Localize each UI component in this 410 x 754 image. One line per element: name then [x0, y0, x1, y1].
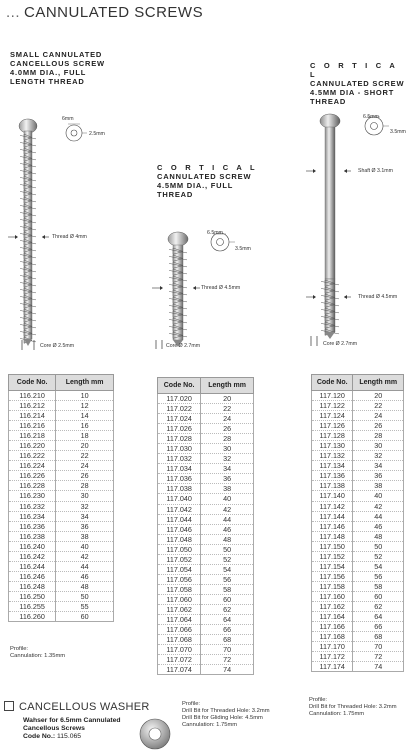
code-cell: 116.224: [9, 461, 56, 471]
code-cell: 116.238: [9, 531, 56, 541]
length-cell: 42: [353, 501, 404, 511]
table-row: [312, 461, 404, 471]
table-row: [312, 511, 404, 521]
table-row: [158, 454, 254, 464]
code-cell: 117.144: [312, 511, 353, 521]
code-cell: 116.260: [9, 612, 56, 622]
length-cell: 22: [56, 451, 114, 461]
length-cell: 26: [201, 424, 254, 434]
table-row: [158, 414, 254, 424]
table-row: [312, 491, 404, 501]
table-row: [158, 474, 254, 484]
section-3-profile: Profile: Drill Bit for Threaded Hole: 3.2mm Cannulation: 1.75mm: [309, 697, 397, 717]
table-row: [9, 471, 114, 481]
table-row: [312, 571, 404, 581]
code-cell: 117.034: [158, 464, 201, 474]
table-row: [158, 484, 254, 494]
length-cell: 64: [201, 615, 254, 625]
table-row: [158, 625, 254, 635]
table-row: [312, 541, 404, 551]
code-cell: 117.046: [158, 524, 201, 534]
title-text: CANNULATED SCREWS: [24, 4, 204, 21]
table-row: [9, 601, 114, 611]
page-title: [6, 4, 203, 21]
table-row: [158, 494, 254, 504]
length-cell: 60: [56, 612, 114, 622]
length-cell: 44: [201, 514, 254, 524]
length-cell: 36: [353, 471, 404, 481]
table-row: [158, 574, 254, 584]
code-cell: 117.038: [158, 484, 201, 494]
length-cell: 22: [353, 401, 404, 411]
table-row: [9, 591, 114, 601]
code-cell: 117.072: [158, 655, 201, 665]
length-cell: 58: [353, 581, 404, 591]
code-cell: 117.032: [158, 454, 201, 464]
code-cell: 117.040: [158, 494, 201, 504]
table-row: [9, 451, 114, 461]
code-cell: 117.128: [312, 431, 353, 441]
table-row: [9, 571, 114, 581]
length-cell: 46: [56, 571, 114, 581]
table-row: [312, 391, 404, 401]
code-cell: 117.020: [158, 394, 201, 404]
code-cell: 117.152: [312, 551, 353, 561]
section-1-code-table: Code No. Length mm 116.210 10 116.212 12 116.214 14 116.216 16 116.218 18 116.220 20 116.222 22 116.224 24 116.226 26 116.228 28 116.230 30 116.232 32 116.234 34 116.236 36 116.238 38 116.240 40 116.242 42 116.244 44 116.246 46 116.248 48 116.250 50 116.255 55 116.260 60: [8, 374, 114, 622]
table-row: [158, 554, 254, 564]
table-row: [9, 401, 114, 411]
length-cell: 42: [201, 504, 254, 514]
code-cell: 117.058: [158, 584, 201, 594]
table-row: [312, 612, 404, 622]
code-cell: 116.228: [9, 481, 56, 491]
table-row: [312, 501, 404, 511]
table-row: [312, 481, 404, 491]
title-prefix: ...: [6, 4, 21, 21]
code-cell: 116.230: [9, 491, 56, 501]
code-cell: 117.170: [312, 642, 353, 652]
screw-3-illustration: [282, 106, 410, 361]
screw-3-shaft-label: Shaft Ø 3.1mm: [358, 168, 393, 174]
length-cell: 20: [56, 441, 114, 451]
table-row: [158, 645, 254, 655]
code-cell: 116.220: [9, 441, 56, 451]
washer-code: 115.065: [56, 733, 82, 740]
table-row: [158, 544, 254, 554]
table-row: [9, 481, 114, 491]
length-cell: 24: [353, 411, 404, 421]
screw-2-head-dim-a: 6.5mm: [207, 230, 223, 236]
length-cell: 54: [201, 564, 254, 574]
length-cell: 64: [353, 612, 404, 622]
length-cell: 34: [56, 511, 114, 521]
screw-1-head-dim-b: 2.5mm: [89, 131, 105, 137]
length-cell: 30: [353, 441, 404, 451]
code-cell: 117.136: [312, 471, 353, 481]
length-cell: 44: [56, 561, 114, 571]
code-cell: 116.222: [9, 451, 56, 461]
table-row: [158, 655, 254, 665]
length-cell: 46: [353, 521, 404, 531]
table-row: [158, 514, 254, 524]
code-cell: 117.162: [312, 601, 353, 611]
code-cell: 117.042: [158, 504, 201, 514]
length-cell: 68: [353, 632, 404, 642]
length-cell: 48: [353, 531, 404, 541]
code-cell: 117.122: [312, 401, 353, 411]
length-cell: 68: [201, 635, 254, 645]
length-cell: 42: [56, 551, 114, 561]
length-cell: 28: [353, 431, 404, 441]
section-2-profile: Profile: Drill Bit for Threaded Hole: 3.2mm Drill Bit for Gliding Hole: 4.5mm Cannulation: 1.75mm: [182, 701, 270, 728]
code-cell: 117.044: [158, 514, 201, 524]
code-cell: 117.030: [158, 444, 201, 454]
code-cell: 117.048: [158, 534, 201, 544]
code-cell: 117.160: [312, 591, 353, 601]
table-row: [312, 451, 404, 461]
table-row: [158, 534, 254, 544]
code-cell: 116.226: [9, 471, 56, 481]
code-cell: 117.022: [158, 404, 201, 414]
length-cell: 56: [201, 574, 254, 584]
code-cell: 117.050: [158, 544, 201, 554]
code-cell: 116.242: [9, 551, 56, 561]
washer-ring-icon: [137, 716, 173, 752]
table-row: [158, 604, 254, 614]
length-cell: 72: [201, 655, 254, 665]
code-cell: 117.056: [158, 574, 201, 584]
section-2-title: C O R T I C A L CANNULATED SCREW 4.5MM DIA., FULL THREAD: [157, 163, 258, 199]
length-cell: 50: [56, 591, 114, 601]
code-cell: 117.150: [312, 541, 353, 551]
length-cell: 38: [56, 531, 114, 541]
table-row: [158, 424, 254, 434]
table-row: [312, 581, 404, 591]
code-cell: 117.070: [158, 645, 201, 655]
table-row: [158, 504, 254, 514]
length-cell: 40: [353, 491, 404, 501]
length-cell: 24: [56, 461, 114, 471]
length-cell: 24: [201, 414, 254, 424]
code-cell: 117.024: [158, 414, 201, 424]
code-cell: 117.026: [158, 424, 201, 434]
table-row: [312, 632, 404, 642]
code-cell: 116.218: [9, 431, 56, 441]
table-row: [158, 444, 254, 454]
table-row: [9, 411, 114, 421]
table-row: [158, 564, 254, 574]
table-row: [158, 635, 254, 645]
screw-2-thread-label: Thread Ø 4.5mm: [201, 285, 241, 291]
screw-1-head-dim-a: 6mm: [62, 116, 74, 122]
washer-description: Wahser for 6.5mm Cannulated Cancellous Screws Code No.: 115.065: [23, 717, 121, 740]
code-cell: 117.124: [312, 411, 353, 421]
screw-3-head-dim-b: 3.5mm: [390, 129, 406, 135]
screw-3-thread-label: Thread Ø 4.5mm: [358, 294, 398, 300]
table-row: [9, 441, 114, 451]
code-cell: 117.166: [312, 622, 353, 632]
length-cell: 32: [353, 451, 404, 461]
table-row: [9, 521, 114, 531]
length-cell: 22: [201, 404, 254, 414]
length-cell: 36: [201, 474, 254, 484]
code-cell: 117.132: [312, 451, 353, 461]
table-row: [158, 594, 254, 604]
length-cell: 18: [56, 431, 114, 441]
screw-2-illustration: [140, 222, 260, 362]
table-row: [9, 541, 114, 551]
table-row: [312, 431, 404, 441]
code-cell: 117.138: [312, 481, 353, 491]
code-cell: 116.210: [9, 391, 56, 401]
section-3-code-table: Code No. Length mm 117.120 20 117.122 22 117.124 24 117.126 26 117.128 28 117.130 30 117.132 32 117.134 34 117.136 36 117.138 38 117.140 40 117.142 42 117.144 44 117.146 46 117.148 48 117.150 50 117.152 52 117.154 54 117.156 56 117.158 58 117.160 60 117.162 62 117.164 64 117.166 66 117.168 68 117.170 70 117.172 72 117.174 74: [311, 374, 404, 672]
code-cell: 117.134: [312, 461, 353, 471]
table-row: [158, 665, 254, 675]
length-cell: 32: [56, 501, 114, 511]
length-cell: 52: [201, 554, 254, 564]
table-row: [158, 434, 254, 444]
code-cell: 117.074: [158, 665, 201, 675]
length-cell: 56: [353, 571, 404, 581]
code-cell: 117.142: [312, 501, 353, 511]
screw-1-core-label: Core Ø 2.5mm: [40, 343, 75, 349]
code-cell: 117.156: [312, 571, 353, 581]
table-row: [312, 531, 404, 541]
length-cell: 62: [353, 601, 404, 611]
table-row: [9, 421, 114, 431]
section-1-title: SMALL CANNULATED CANCELLOUS SCREW 4.0MM DIA., FULL LENGTH THREAD: [10, 50, 105, 86]
length-cell: 34: [201, 464, 254, 474]
length-cell: 26: [353, 421, 404, 431]
code-cell: 117.028: [158, 434, 201, 444]
table-row: [158, 584, 254, 594]
table-row: [312, 601, 404, 611]
screw-2-core-label: Core Ø 2.7mm: [166, 343, 201, 349]
code-cell: 117.064: [158, 615, 201, 625]
code-cell: 116.255: [9, 601, 56, 611]
table-row: [9, 391, 114, 401]
length-cell: 48: [201, 534, 254, 544]
code-cell: 117.154: [312, 561, 353, 571]
table-row: [312, 561, 404, 571]
code-cell: 116.246: [9, 571, 56, 581]
code-cell: 117.158: [312, 581, 353, 591]
code-cell: 117.036: [158, 474, 201, 484]
code-cell: 116.234: [9, 511, 56, 521]
length-cell: 44: [353, 511, 404, 521]
screw-1-thread-label: Thread Ø 4mm: [52, 234, 87, 240]
code-cell: 117.168: [312, 632, 353, 642]
code-cell: 116.248: [9, 581, 56, 591]
table-row: [9, 581, 114, 591]
code-cell: 116.232: [9, 501, 56, 511]
table-row: [9, 461, 114, 471]
length-cell: 38: [201, 484, 254, 494]
code-cell: 116.212: [9, 401, 56, 411]
length-cell: 40: [201, 494, 254, 504]
code-cell: 116.244: [9, 561, 56, 571]
length-cell: 52: [353, 551, 404, 561]
code-cell: 116.214: [9, 411, 56, 421]
length-cell: 26: [56, 471, 114, 481]
code-cell: 116.216: [9, 421, 56, 431]
table-row: [312, 622, 404, 632]
code-cell: 117.164: [312, 612, 353, 622]
section-2-code-table: Code No. Length mm 117.020 20 117.022 22 117.024 24 117.026 26 117.028 28 117.030 30 117.032 32 117.034 34 117.036 36 117.038 38 117.040 40 117.042 42 117.044 44 117.046 46 117.048 48 117.050 50 117.052 52 117.054 54 117.056 56 117.058 58 117.060 60 117.062 62 117.064 64 117.066 66 117.068 68 117.070 70 117.072 72 117.074 74: [157, 377, 254, 675]
table-row: [158, 464, 254, 474]
table-row: [9, 491, 114, 501]
table-row: [312, 551, 404, 561]
table-row: [312, 642, 404, 652]
length-cell: 36: [56, 521, 114, 531]
code-cell: 117.148: [312, 531, 353, 541]
length-cell: 66: [353, 622, 404, 632]
table-row: [9, 551, 114, 561]
washer-checkbox-icon: [4, 701, 14, 711]
length-cell: 50: [353, 541, 404, 551]
length-cell: 54: [353, 561, 404, 571]
table-row: [158, 615, 254, 625]
length-cell: 38: [353, 481, 404, 491]
code-cell: 117.054: [158, 564, 201, 574]
code-cell: 117.172: [312, 652, 353, 662]
table-row: [9, 561, 114, 571]
code-cell: 117.060: [158, 594, 201, 604]
length-cell: 12: [56, 401, 114, 411]
length-cell: 16: [56, 421, 114, 431]
table-row: [9, 531, 114, 541]
washer-title: CANCELLOUS WASHER: [4, 701, 150, 713]
table-row: [9, 612, 114, 622]
length-cell: 46: [201, 524, 254, 534]
length-cell: 28: [56, 481, 114, 491]
code-cell: 117.052: [158, 554, 201, 564]
length-cell: 32: [201, 454, 254, 464]
table-row: [9, 501, 114, 511]
length-cell: 60: [353, 591, 404, 601]
length-cell: 58: [201, 584, 254, 594]
code-cell: 116.250: [9, 591, 56, 601]
code-cell: 117.120: [312, 391, 353, 401]
code-cell: 117.130: [312, 441, 353, 451]
length-cell: 28: [201, 434, 254, 444]
length-cell: 72: [353, 652, 404, 662]
screw-3-head-dim-a: 6.5mm: [363, 114, 379, 120]
section-1-profile: Profile: Cannulation: 1.35mm: [10, 646, 66, 659]
length-cell: 62: [201, 604, 254, 614]
code-cell: 117.146: [312, 521, 353, 531]
code-cell: 117.140: [312, 491, 353, 501]
table-row: [312, 652, 404, 662]
code-cell: 117.062: [158, 604, 201, 614]
table-row: [158, 524, 254, 534]
table-row: [312, 401, 404, 411]
length-cell: 10: [56, 391, 114, 401]
length-cell: 20: [353, 391, 404, 401]
screw-3-core-label: Core Ø 2.7mm: [323, 341, 358, 347]
length-cell: 34: [353, 461, 404, 471]
length-cell: 50: [201, 544, 254, 554]
table-row: [312, 441, 404, 451]
table-row: [9, 431, 114, 441]
length-cell: 14: [56, 411, 114, 421]
length-cell: 70: [353, 642, 404, 652]
length-cell: 60: [201, 594, 254, 604]
length-cell: 74: [353, 662, 404, 672]
screw-2-head-dim-b: 3.5mm: [235, 246, 251, 252]
code-cell: 117.066: [158, 625, 201, 635]
table-row: [312, 521, 404, 531]
table-row: [158, 404, 254, 414]
length-cell: 30: [201, 444, 254, 454]
table-row: [312, 471, 404, 481]
table-row: [312, 662, 404, 672]
length-cell: 66: [201, 625, 254, 635]
table-row: [312, 591, 404, 601]
length-cell: 48: [56, 581, 114, 591]
length-cell: 74: [201, 665, 254, 675]
table-row: [312, 411, 404, 421]
code-cell: 117.126: [312, 421, 353, 431]
length-cell: 70: [201, 645, 254, 655]
table-row: [158, 394, 254, 404]
code-cell: 117.068: [158, 635, 201, 645]
code-cell: 117.174: [312, 662, 353, 672]
length-cell: 55: [56, 601, 114, 611]
table-row: [312, 421, 404, 431]
section-3-title: C O R T I C A L CANNULATED SCREW 4.5MM DIA - SHORT THREAD: [310, 61, 405, 106]
length-cell: 40: [56, 541, 114, 551]
length-cell: 30: [56, 491, 114, 501]
code-cell: 116.240: [9, 541, 56, 551]
table-row: [9, 511, 114, 521]
length-cell: 20: [201, 394, 254, 404]
code-cell: 116.236: [9, 521, 56, 531]
